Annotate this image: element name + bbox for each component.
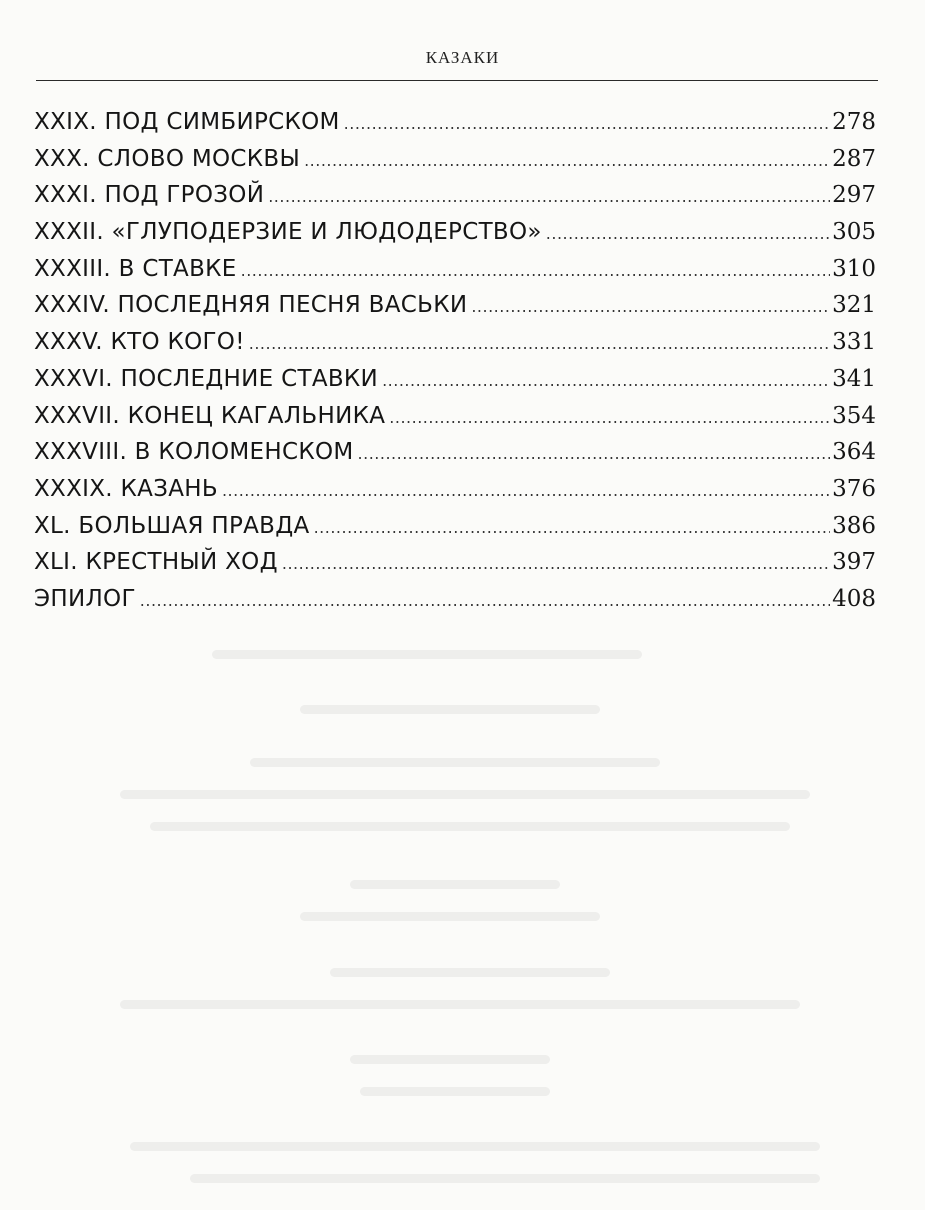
toc-entry — [34, 508, 876, 545]
toc-entry-title: XLI. КРЕСТНЫЙ ХОД — [34, 549, 278, 576]
toc-entry — [34, 398, 876, 435]
toc-entry — [34, 177, 876, 214]
toc-entry — [34, 434, 876, 471]
toc-entry-title: XXIX. ПОД СИМБИРСКОМ — [34, 109, 340, 135]
toc-entry-page: 397 — [832, 549, 876, 576]
toc-entry — [34, 287, 876, 324]
toc-entry — [34, 141, 876, 178]
toc-entry-title: XXXIV. ПОСЛЕДНЯЯ ПЕСНЯ ВАСЬКИ — [34, 292, 468, 319]
toc-entry — [34, 361, 876, 398]
header-rule — [36, 80, 878, 81]
toc-entry-page: 321 — [832, 292, 876, 319]
dot-leader — [268, 179, 830, 216]
toc-entry-page: 305 — [832, 219, 876, 246]
toc-entry-page: 310 — [832, 255, 876, 282]
toc-entry-title: XXXI. ПОД ГРОЗОЙ — [34, 182, 265, 209]
toc-entry-title: XXXII. «ГЛУПОДЕРЗИЕ И ЛЮДОДЕРСТВО» — [34, 219, 542, 246]
toc-entry-title: XXXV. КТО КОГО! — [34, 329, 245, 356]
toc-entry-page: 408 — [832, 585, 876, 612]
toc-entry-page: 364 — [832, 439, 876, 466]
toc-entry-page: 354 — [832, 402, 876, 429]
toc-entry — [34, 581, 876, 618]
dot-leader — [140, 583, 830, 620]
toc-entry — [34, 104, 876, 141]
dot-leader — [546, 216, 830, 253]
dot-leader — [304, 143, 830, 180]
toc-entry-title: XXX. СЛОВО МОСКВЫ — [34, 145, 301, 172]
toc-entry — [34, 471, 876, 508]
toc-entry-title: ЭПИЛОГ — [34, 585, 136, 612]
dot-leader — [389, 400, 830, 437]
dot-leader — [358, 436, 831, 473]
dot-leader — [314, 510, 831, 547]
toc-entry-title: XXXIX. КАЗАНЬ — [34, 475, 218, 502]
toc-entry-page: 341 — [832, 365, 876, 392]
toc-entry-title: XXXVIII. В КОЛОМЕНСКОМ — [34, 439, 354, 466]
toc-entry-page: 331 — [832, 329, 876, 356]
toc-entry — [34, 324, 876, 361]
dot-leader — [344, 106, 830, 143]
dot-leader — [282, 546, 830, 583]
dot-leader — [382, 363, 830, 400]
toc-entry — [34, 544, 876, 581]
toc-entry-page: 278 — [832, 109, 876, 135]
dot-leader — [222, 473, 830, 510]
toc-entry-title: XL. БОЛЬШАЯ ПРАВДА — [34, 512, 310, 539]
table-of-contents — [34, 104, 876, 618]
dot-leader — [471, 289, 830, 326]
dot-leader — [241, 253, 830, 290]
dot-leader — [249, 326, 830, 363]
toc-entry-page: 386 — [832, 512, 876, 539]
running-head: КАЗАКИ — [425, 48, 500, 67]
toc-entry-page: 287 — [832, 145, 876, 172]
toc-entry — [34, 251, 876, 288]
toc-entry-title: XXXIII. В СТАВКЕ — [34, 255, 237, 282]
toc-entry-page: 376 — [832, 475, 876, 502]
toc-entry — [34, 214, 876, 251]
toc-entry-title: XXXVII. КОНЕЦ КАГАЛЬНИКА — [34, 402, 386, 429]
toc-entry-page: 297 — [832, 182, 876, 209]
show-through-texture — [0, 650, 925, 1210]
toc-entry-title: XXXVI. ПОСЛЕДНИЕ СТАВКИ — [34, 365, 379, 392]
